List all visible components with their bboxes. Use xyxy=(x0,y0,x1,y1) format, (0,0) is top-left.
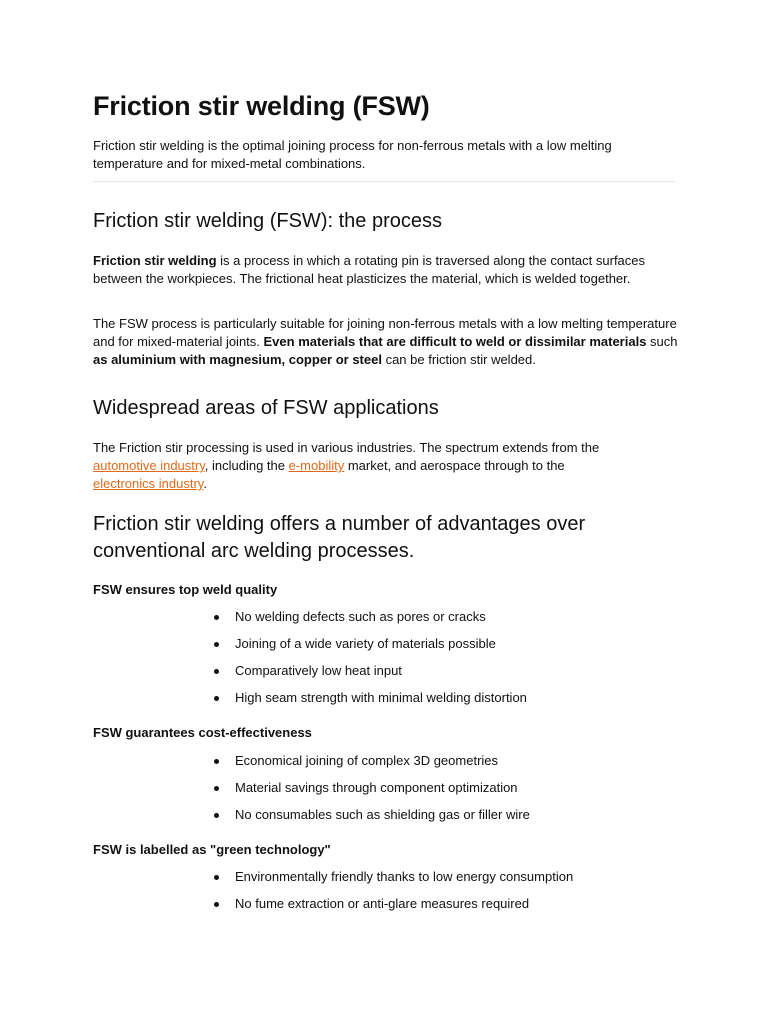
e-mobility-link[interactable]: e-mobility xyxy=(288,458,345,473)
process-p2-text-3: can be friction stir welded. xyxy=(381,352,536,367)
list-item-text: High seam strength with minimal welding distortion xyxy=(235,690,527,705)
applications-paragraph xyxy=(93,439,623,493)
list-item-text: Environmentally friendly thanks to low energy consumption xyxy=(235,869,574,884)
electronics-industry-link[interactable]: electronics industry xyxy=(93,476,204,491)
bullet-icon xyxy=(214,786,219,791)
bullet-icon xyxy=(214,813,219,818)
process-paragraph-1 xyxy=(93,252,678,288)
applications-text-1: The Friction stir processing is used in various industries. The spectrum extends from the xyxy=(93,440,600,455)
process-p2-text-2: such xyxy=(646,334,678,349)
list-item-text: Material savings through component optimization xyxy=(235,780,518,795)
process-paragraph-2 xyxy=(93,315,678,369)
page-title: Friction stir welding (FSW) xyxy=(93,91,430,121)
bullet-icon xyxy=(214,759,219,764)
process-heading: Friction stir welding (FSW): the process xyxy=(93,210,442,232)
bullet-icon xyxy=(214,696,219,701)
list-item-text: No consumables such as shielding gas or filler wire xyxy=(235,807,530,822)
intro-paragraph: Friction stir welding is the optimal joining process for non-ferrous metals with a low melting temperature and for mixed-metal combinations. xyxy=(93,138,612,171)
applications-text-4: . xyxy=(203,476,207,491)
list-item-text: Joining of a wide variety of materials possible xyxy=(235,636,496,651)
process-p1-bold: Friction stir welding xyxy=(93,253,217,268)
bullet-icon xyxy=(214,902,219,907)
applications-text-3: market, and aerospace through to the xyxy=(344,458,565,473)
list-item-text: Comparatively low heat input xyxy=(235,663,402,678)
divider xyxy=(93,181,675,182)
bullet-icon xyxy=(214,875,219,880)
bullet-icon xyxy=(214,669,219,674)
process-p1-text: is a process in which a rotating pin is traversed along the contact surfaces between the workpieces. The frictional heat plasticizes the material, which is welded together. xyxy=(93,253,646,286)
applications-text-2: , including the xyxy=(204,458,289,473)
advantage-group-title: FSW is labelled as "green technology" xyxy=(93,842,331,857)
process-p2-text-1: The FSW process is particularly suitable for joining non-ferrous metals with a low melting temperature and for mixed-material joints. xyxy=(93,316,677,349)
advantage-group-title: FSW ensures top weld quality xyxy=(93,582,278,597)
list-item-text: No fume extraction or anti-glare measures required xyxy=(235,896,530,911)
advantage-group-title: FSW guarantees cost-effectiveness xyxy=(93,725,312,740)
applications-heading: Widespread areas of FSW applications xyxy=(93,397,439,419)
process-p2-bold-2: as aluminium with magnesium, copper or steel xyxy=(93,352,382,367)
bullet-icon xyxy=(214,615,219,620)
list-item-text: Economical joining of complex 3D geometries xyxy=(235,753,499,768)
bullet-icon xyxy=(214,642,219,647)
list-item-text: No welding defects such as pores or cracks xyxy=(235,609,486,624)
automotive-industry-link[interactable]: automotive industry xyxy=(93,458,205,473)
process-p2-bold-1: Even materials that are difficult to weld or dissimilar materials xyxy=(263,334,647,349)
advantages-heading: Friction stir welding offers a number of advantages over conventional arc welding processes. xyxy=(93,513,586,562)
